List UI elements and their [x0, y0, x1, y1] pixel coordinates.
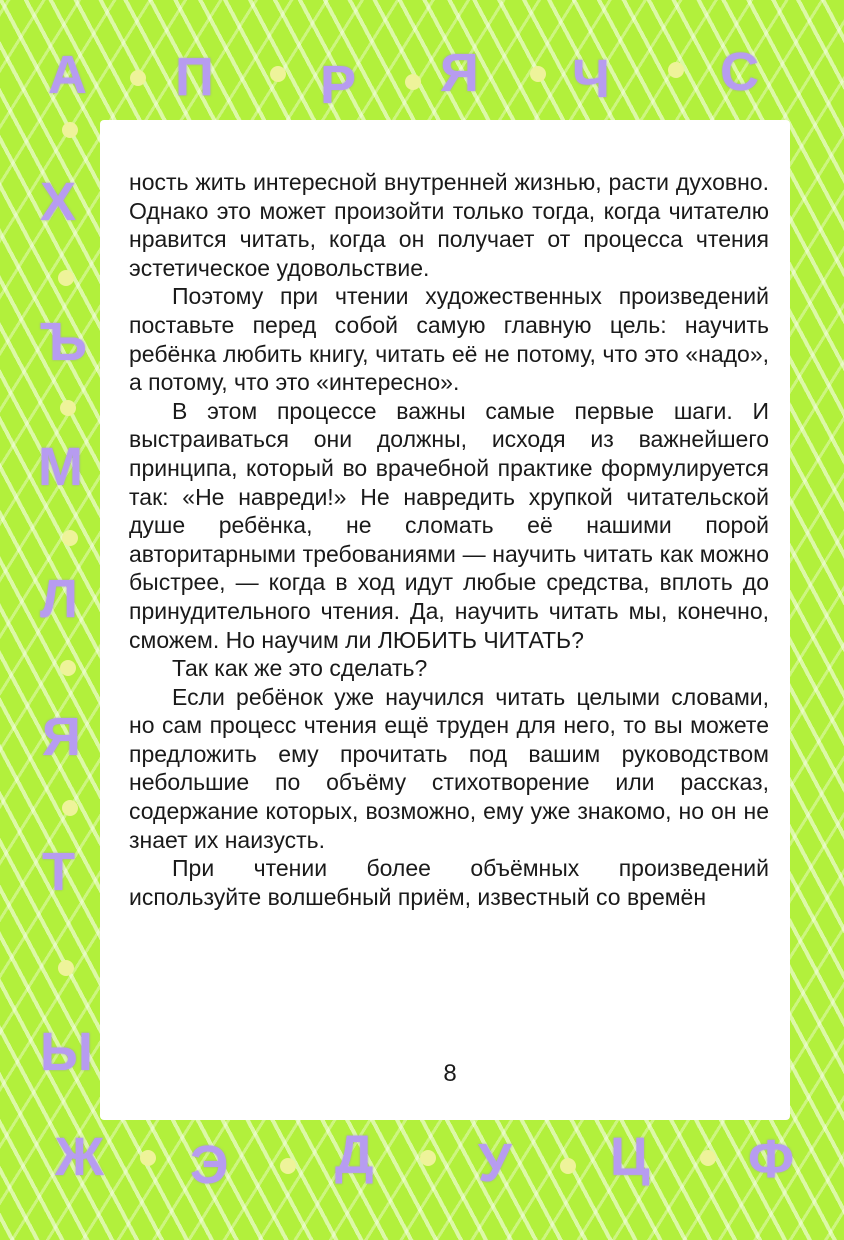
border-dot — [140, 1150, 156, 1166]
paragraph: Поэтому при чтении художественных произведений поставьте перед собой самую главную цель: научить ребёнка любить книгу, читать её не потому, что это «надо», а потому, что это «интересно». — [129, 283, 769, 396]
border-letter: Ц — [610, 1127, 650, 1187]
border-dot — [700, 1150, 716, 1166]
border-dot — [280, 1158, 296, 1174]
border-dot — [668, 62, 684, 78]
paragraph: Если ребёнок уже научился читать целыми словами, но сам процесс чтения ещё труден для него, то вы можете предложить ему прочитать под вашим руководством небольшие по объёму стихотворение или рассказ, содержание которых, возможно, ему уже знакомо, но он не знает их наизусть. — [129, 683, 769, 853]
border-letter: Ы — [40, 1022, 93, 1082]
body-text — [129, 168, 769, 911]
border-dot — [60, 400, 76, 416]
paragraph: Так как же это сделать? — [172, 655, 428, 682]
border-letter: Т — [42, 842, 75, 902]
border-dot — [62, 530, 78, 546]
border-letter: Я — [42, 707, 81, 767]
paragraph: ность жить интересной внутренней жизнью, расти духовно. Однако это может произойти только тогда, когда читателю нравится читать, когда он получает от процесса чтения эстетическое удовольствие. — [129, 169, 769, 281]
border-letter: С — [720, 42, 759, 102]
border-letter: Ъ — [40, 312, 87, 372]
border-letter: Я — [440, 43, 479, 103]
border-letter: Ж — [55, 1127, 104, 1187]
border-letter: Д — [335, 1125, 374, 1185]
border-dot — [130, 70, 146, 86]
border-letter: Р — [320, 55, 357, 115]
border-letter: Ч — [572, 49, 610, 109]
border-letter: Л — [40, 569, 78, 629]
border-letter: П — [175, 47, 214, 107]
border-dot — [530, 66, 546, 82]
paragraph: В этом процессе важны самые первые шаги. И выстраиваться они должны, исходя из важнейшего принципа, который во врачебной практике формулируется так: «Не навреди!» Не навредить хрупкой читательской душе ребёнка, не сломать её нашими порой авторитарными требованиями — научить читать как можно быстрее, — когда в ход идут любые средства, вплоть до принудительного чтения. Да, научить читать мы, конечно, сможем. Но научим ли ЛЮБИТЬ ЧИТАТЬ? — [129, 397, 769, 653]
border-dot — [560, 1158, 576, 1174]
border-dot — [58, 270, 74, 286]
border-dot — [270, 66, 286, 82]
border-letter: Э — [190, 1135, 229, 1195]
border-letter: А — [48, 45, 87, 105]
border-letter: У — [478, 1133, 512, 1193]
border-dot — [62, 122, 78, 138]
border-letter: Х — [40, 172, 77, 232]
border-dot — [58, 960, 74, 976]
border-dot — [420, 1150, 436, 1166]
border-dot — [62, 800, 78, 816]
page-number: 8 — [443, 1060, 457, 1087]
border-dot — [405, 74, 421, 90]
border-dot — [60, 660, 76, 676]
border-letter: М — [38, 437, 83, 497]
paragraph: При чтении более объёмных произведений используйте волшебный приём, известный со времён — [129, 855, 769, 910]
border-letter: Ф — [748, 1129, 795, 1189]
